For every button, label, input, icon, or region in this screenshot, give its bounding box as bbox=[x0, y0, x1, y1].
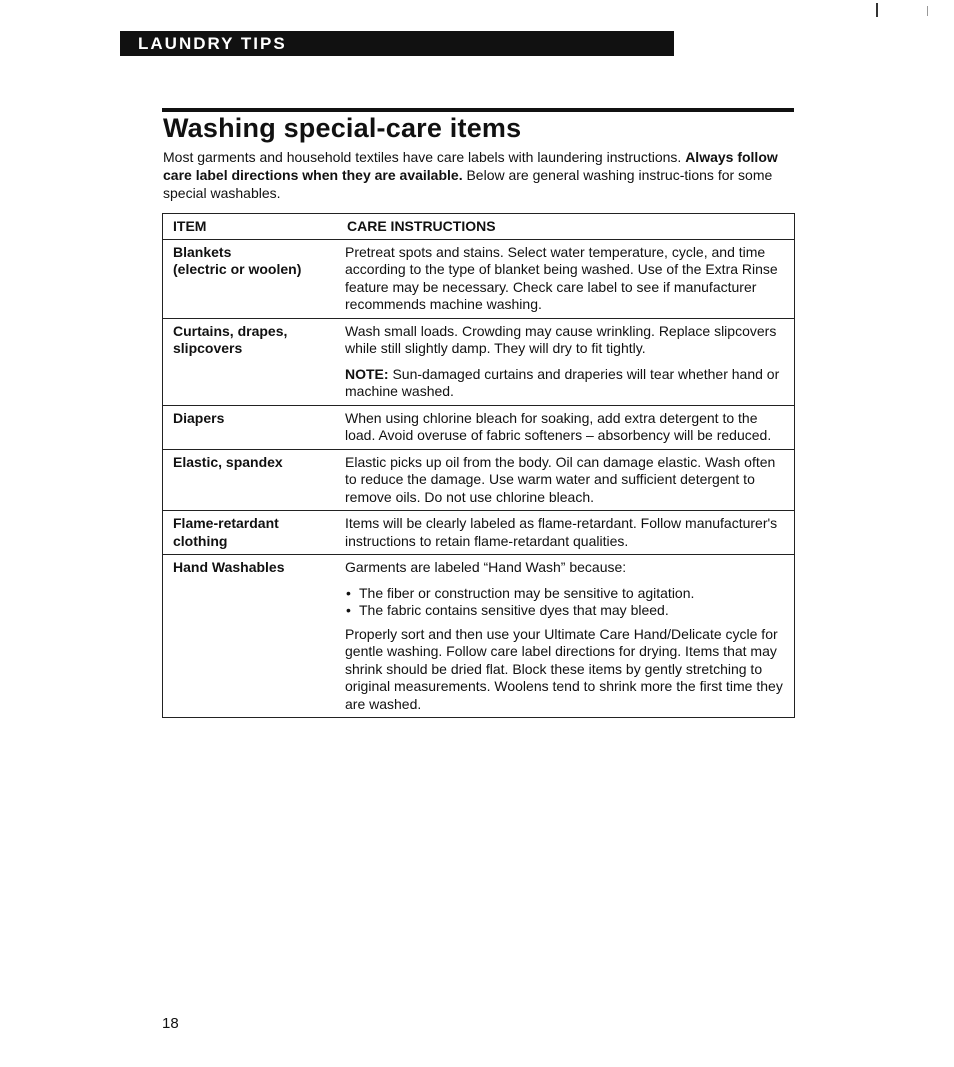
note-text bbox=[345, 366, 788, 401]
item-label: Flame-retardant bbox=[173, 515, 279, 531]
title-rule bbox=[162, 108, 794, 112]
care-instructions-table bbox=[162, 213, 795, 718]
bullet-item: • The fiber or construction may be sensitive to agitation. bbox=[345, 585, 788, 603]
item-label: Elastic, spandex bbox=[173, 453, 283, 470]
note-body: Sun-damaged curtains and draperies will tear whether hand or machine washed. bbox=[345, 365, 780, 399]
note-label: NOTE: bbox=[345, 365, 389, 382]
item-label: Curtains, drapes, bbox=[173, 322, 288, 339]
instructions-cell bbox=[337, 555, 795, 718]
item-cell bbox=[163, 555, 338, 718]
table-row bbox=[163, 511, 795, 555]
item-label: slipcovers bbox=[173, 340, 243, 356]
instructions-cell bbox=[337, 405, 795, 449]
column-header-care: CARE INSTRUCTIONS bbox=[337, 214, 795, 240]
page-number: 18 bbox=[162, 1015, 179, 1032]
crop-mark bbox=[876, 3, 878, 17]
intro-lead: Most garments and household textiles have care labels with laundering instructions. bbox=[163, 149, 686, 165]
section-label: LAUNDRY TIPS bbox=[138, 34, 287, 53]
instruction-text: When using chlorine bleach for soaking, add extra detergent to the load. Avoid overuse of fabric softeners – absorbency will be reduced. bbox=[345, 409, 772, 443]
item-label: clothing bbox=[173, 532, 228, 549]
column-header-item: ITEM bbox=[163, 214, 338, 240]
item-cell bbox=[163, 405, 338, 449]
instruction-text: Garments are labeled “Hand Wash” because: bbox=[345, 559, 627, 575]
bullet-item: • The fabric contains sensitive dyes that may bleed. bbox=[345, 602, 788, 620]
item-cell bbox=[163, 318, 338, 405]
item-label: (electric or woolen) bbox=[173, 261, 302, 277]
bullet-list bbox=[345, 585, 788, 620]
instructions-cell bbox=[337, 449, 795, 511]
intro-paragraph bbox=[163, 148, 795, 202]
table-row bbox=[163, 318, 795, 405]
instruction-text: Wash small loads. Crowding may cause wrinkling. Replace slipcovers while still slightly damp. They will dry to fit tightly. bbox=[345, 322, 777, 356]
item-cell bbox=[163, 449, 338, 511]
intro-emphasis: Always follow care label directions when they are available. bbox=[163, 149, 778, 183]
instructions-cell bbox=[337, 239, 795, 318]
intro-tail: Below are general washing instruc-tions for some special washables. bbox=[163, 167, 773, 201]
table-row bbox=[163, 555, 795, 718]
item-label: Blankets bbox=[173, 243, 232, 260]
instruction-text: Properly sort and then use your Ultimate Care Hand/Delicate cycle for gentle washing. Follow care label directions for drying. Items that may shrink should be dried flat. Block these items by gently stretching to original measurements. Woolens tend to shrink more the first time they are washed. bbox=[345, 625, 783, 712]
table-row bbox=[163, 449, 795, 511]
table-row bbox=[163, 239, 795, 318]
table-row bbox=[163, 405, 795, 449]
page-title: Washing special-care items bbox=[163, 113, 522, 143]
instruction-text: Elastic picks up oil from the body. Oil can damage elastic. Wash often to reduce the damage. Use warm water and sufficient detergent to remove oils. Do not use chlorine bleach. bbox=[345, 453, 776, 505]
crop-mark bbox=[927, 6, 928, 16]
instruction-text: Pretreat spots and stains. Select water temperature, cycle, and time according to the type of blanket being washed. Use of the Extra Rinse feature may be necessary. Check care label to see if manufacturer recommends machine washing. bbox=[345, 243, 778, 312]
item-cell bbox=[163, 239, 338, 318]
instructions-cell bbox=[337, 511, 795, 555]
section-header-bar bbox=[120, 31, 674, 56]
table-header-row bbox=[163, 214, 795, 240]
instruction-text: Items will be clearly labeled as flame-retardant. Follow manufacturer's instructions to retain flame-retardant qualities. bbox=[345, 515, 778, 549]
item-label: Hand Washables bbox=[173, 559, 285, 575]
item-label: Diapers bbox=[173, 409, 225, 426]
item-cell bbox=[163, 511, 338, 555]
instructions-cell bbox=[337, 318, 795, 405]
